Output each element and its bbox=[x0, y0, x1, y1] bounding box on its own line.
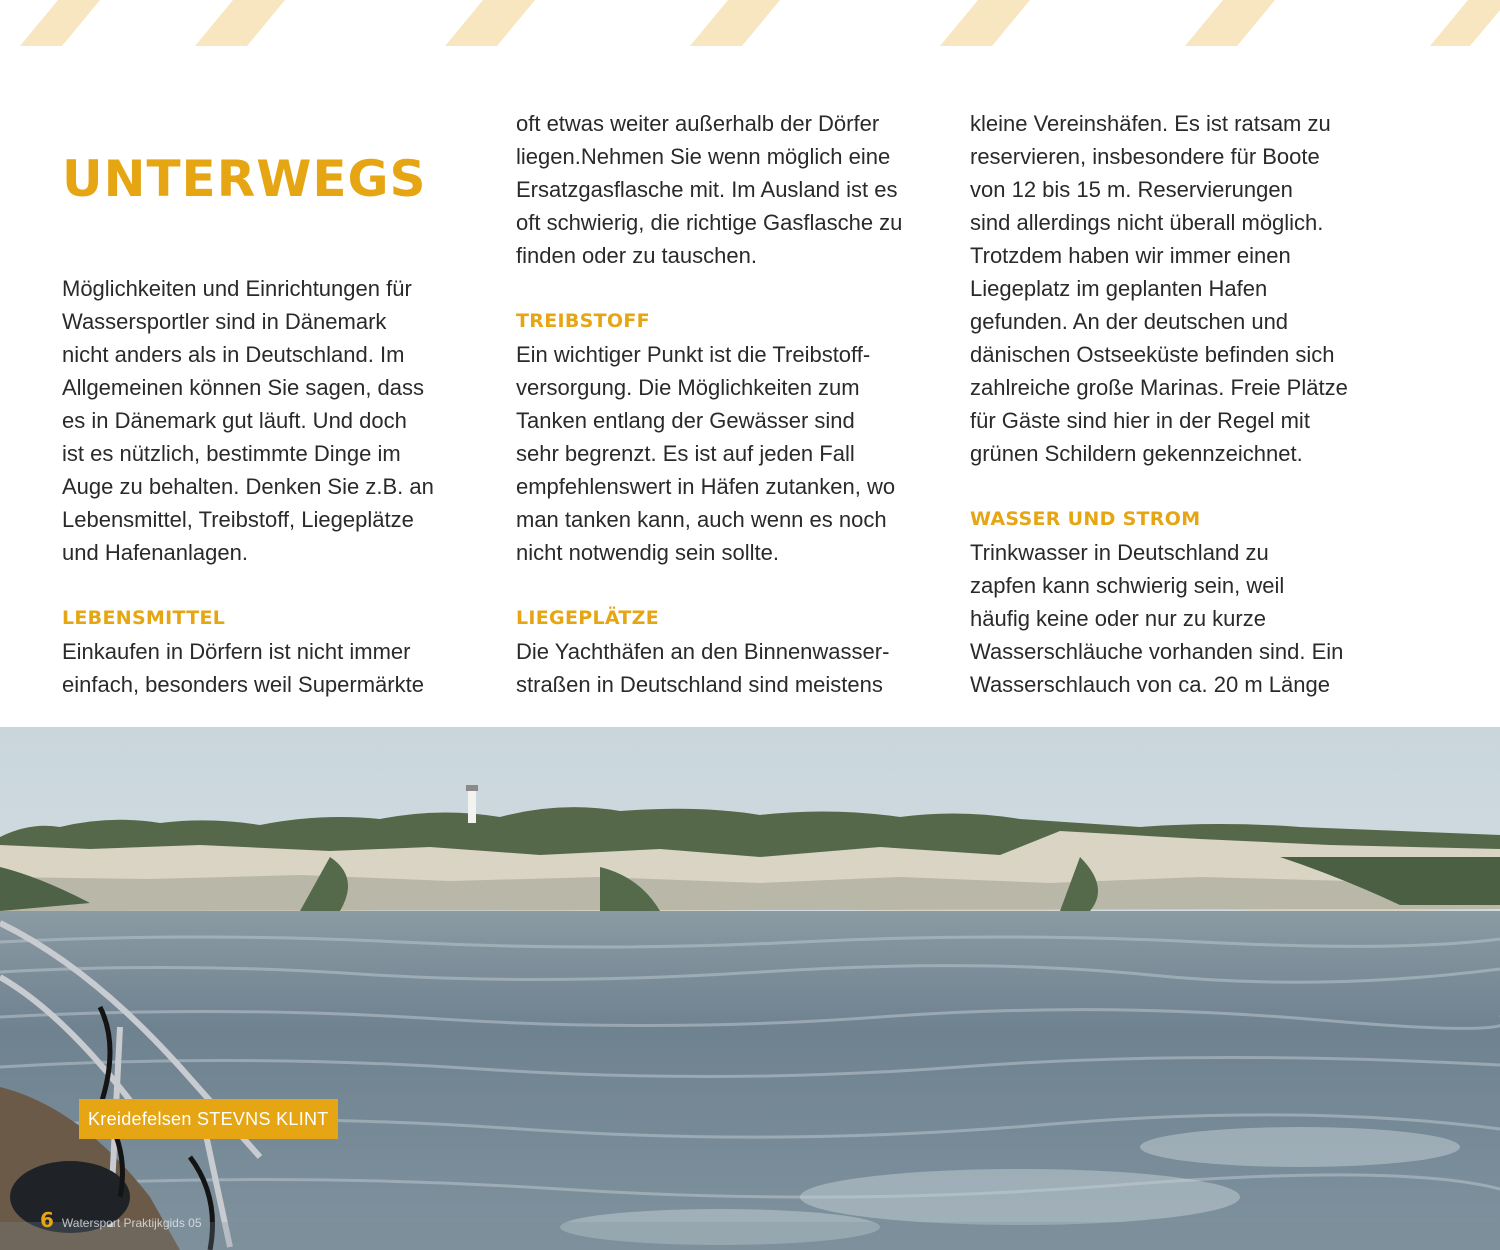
photo-caption: Kreidefelsen STEVNS KLINT bbox=[79, 1099, 338, 1139]
lebensmittel-line: finden oder zu tauschen. bbox=[516, 243, 757, 268]
section-heading-wasser-strom: WASSER UND STROM bbox=[970, 508, 1201, 530]
intro-line: ist es nützlich, bestimmte Dinge im bbox=[62, 441, 401, 466]
wasser-line: häufig keine oder nur zu kurze bbox=[970, 606, 1266, 631]
page-title: UNTERWEGS bbox=[62, 150, 427, 208]
treibstoff-line: sehr begrenzt. Es ist auf jeden Fall bbox=[516, 441, 855, 466]
intro-line: Auge zu behalten. Denken Sie z.B. an bbox=[62, 474, 434, 499]
wasser-line: Wasserschläuche vorhanden sind. Ein bbox=[970, 639, 1344, 664]
column-1 bbox=[62, 272, 462, 701]
section-heading-lebensmittel: LEBENSMITTEL bbox=[62, 607, 226, 629]
treibstoff-line: empfehlenswert in Häfen zutanken, wo bbox=[516, 474, 896, 499]
lebensmittel-line: Ersatzgasflasche mit. Im Ausland ist es bbox=[516, 177, 898, 202]
liegeplaetze-line: grünen Schildern gekennzeichnet. bbox=[970, 441, 1303, 466]
liegeplaetze-line: kleine Vereinshäfen. Es ist ratsam zu bbox=[970, 111, 1331, 136]
liegeplaetze-line: gefunden. An der deutschen und bbox=[970, 309, 1289, 334]
section-heading-liegeplaetze: LIEGEPLÄTZE bbox=[516, 607, 660, 629]
intro-line: Wassersportler sind in Dänemark bbox=[62, 309, 387, 334]
intro-line: Lebensmittel, Treibstoff, Liegeplätze bbox=[62, 507, 414, 532]
wasser-line: Wasserschlauch von ca. 20 m Länge bbox=[970, 672, 1330, 697]
page-number: 6 bbox=[40, 1208, 54, 1232]
liegeplaetze-line: von 12 bis 15 m. Reservierungen bbox=[970, 177, 1293, 202]
lebensmittel-line: liegen.Nehmen Sie wenn möglich eine bbox=[516, 144, 891, 169]
liegeplaetze-line: sind allerdings nicht überall möglich. bbox=[970, 210, 1324, 235]
treibstoff-line: Ein wichtiger Punkt ist die Treibstoff- bbox=[516, 342, 871, 367]
liegeplaetze-line: dänischen Ostseeküste befinden sich bbox=[970, 342, 1335, 367]
liegeplaetze-line: Trotzdem haben wir immer einen bbox=[970, 243, 1291, 268]
wasser-line: zapfen kann schwierig sein, weil bbox=[970, 573, 1285, 598]
column-3 bbox=[970, 107, 1390, 701]
liegeplaetze-line: Die Yachthäfen an den Binnenwasser- bbox=[516, 639, 890, 664]
liegeplaetze-line: zahlreiche große Marinas. Freie Plätze bbox=[970, 375, 1348, 400]
lebensmittel-line: einfach, besonders weil Supermärkte bbox=[62, 672, 424, 697]
intro-line: nicht anders als in Deutschland. Im bbox=[62, 342, 405, 367]
decorative-stripe-band bbox=[0, 0, 1500, 46]
treibstoff-line: Tanken entlang der Gewässer sind bbox=[516, 408, 855, 433]
lebensmittel-line: oft etwas weiter außerhalb der Dörfer bbox=[516, 111, 880, 136]
intro-line: und Hafenanlagen. bbox=[62, 540, 248, 565]
lebensmittel-line: Einkaufen in Dörfern ist nicht immer bbox=[62, 639, 411, 664]
treibstoff-line: versorgung. Die Möglichkeiten zum bbox=[516, 375, 860, 400]
liegeplaetze-line: Liegeplatz im geplanten Hafen bbox=[970, 276, 1268, 301]
page-footer bbox=[40, 1208, 202, 1238]
intro-line: es in Dänemark gut läuft. Und doch bbox=[62, 408, 407, 433]
treibstoff-line: nicht notwendig sein sollte. bbox=[516, 540, 779, 565]
column-2 bbox=[516, 107, 936, 701]
intro-line: Möglichkeiten und Einrichtungen für bbox=[62, 276, 412, 301]
wasser-line: Trinkwasser in Deutschland zu bbox=[970, 540, 1269, 565]
lebensmittel-line: oft schwierig, die richtige Gasflasche zu bbox=[516, 210, 903, 235]
liegeplaetze-line: reservieren, insbesondere für Boote bbox=[970, 144, 1320, 169]
treibstoff-line: man tanken kann, auch wenn es noch bbox=[516, 507, 887, 532]
liegeplaetze-line: straßen in Deutschland sind meistens bbox=[516, 672, 883, 697]
section-heading-treibstoff: TREIBSTOFF bbox=[516, 310, 650, 332]
intro-line: Allgemeinen können Sie sagen, dass bbox=[62, 375, 425, 400]
photo-chalk-cliffs bbox=[0, 727, 1500, 1250]
liegeplaetze-line: für Gäste sind hier in der Regel mit bbox=[970, 408, 1310, 433]
publication-name: Watersport Praktijkgids 05 bbox=[61, 1216, 202, 1230]
